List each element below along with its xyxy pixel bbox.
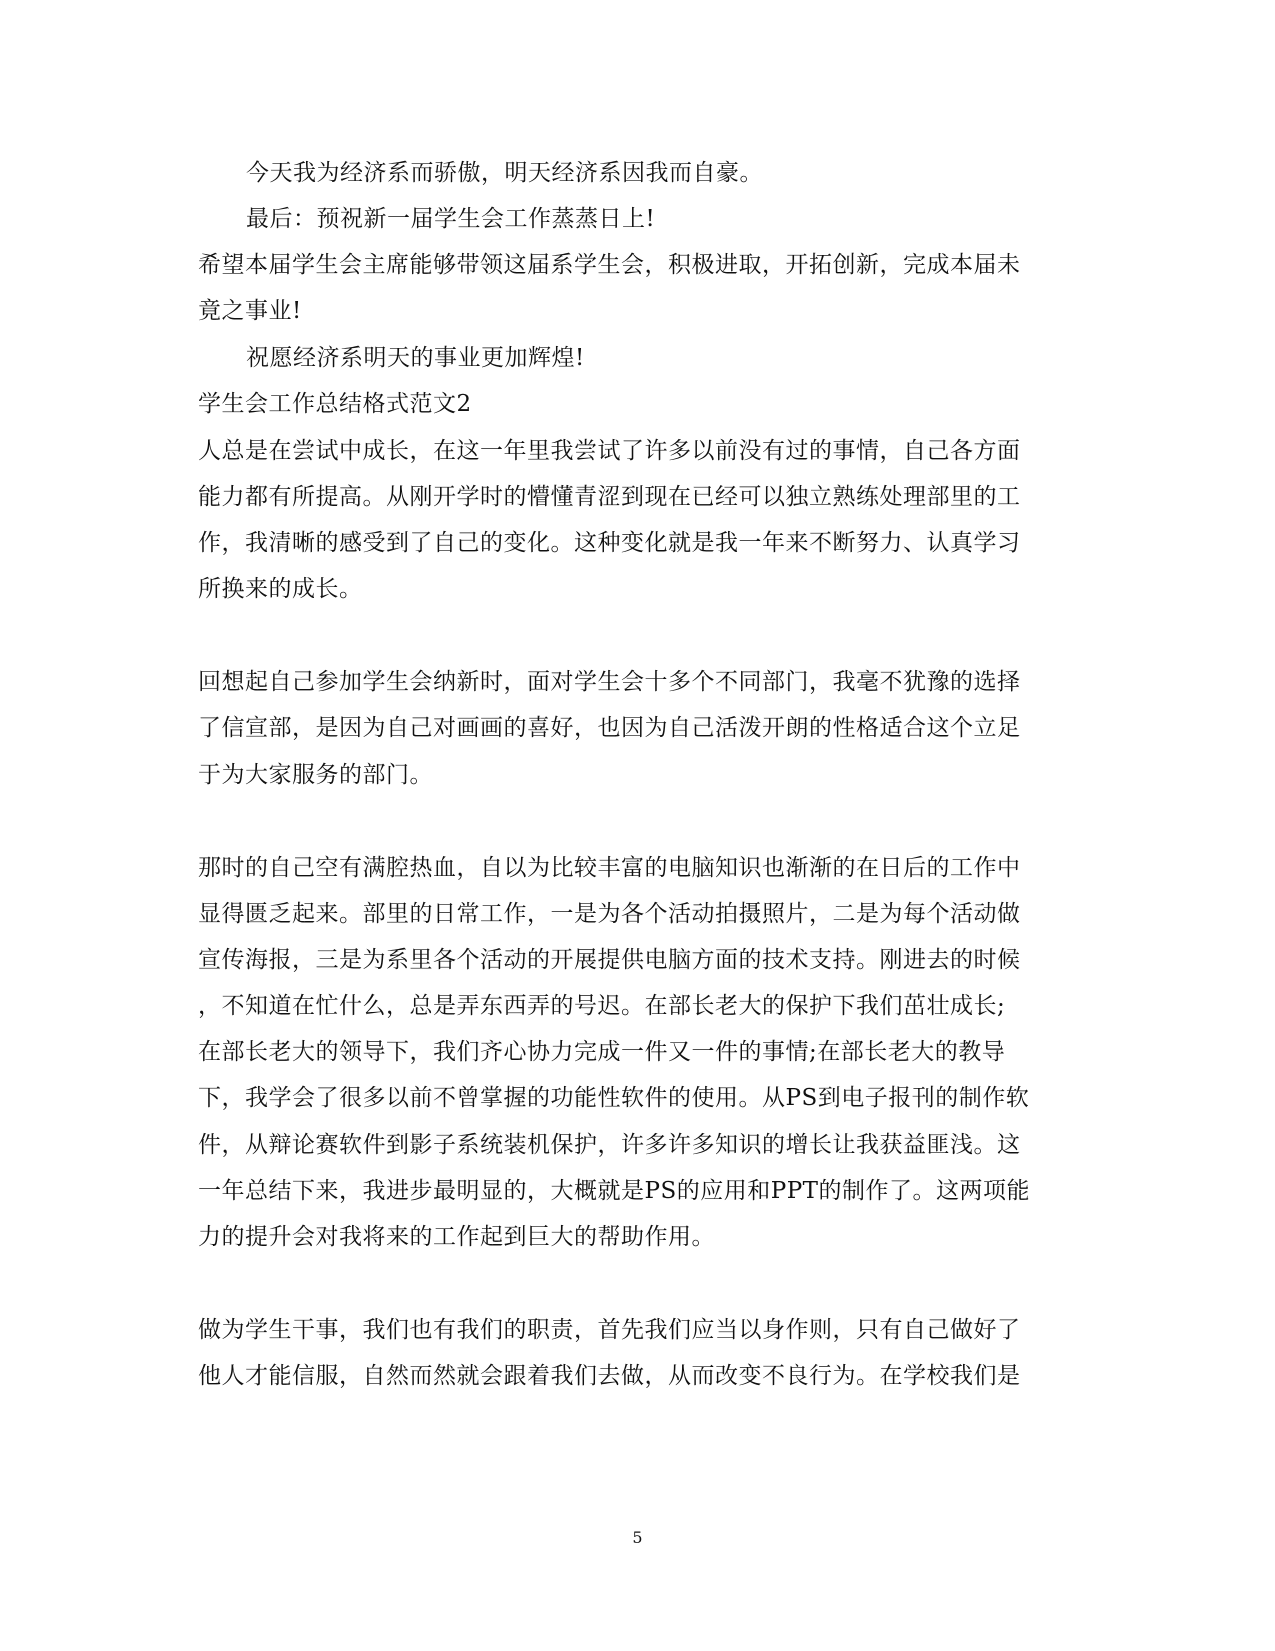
text-line: 祝愿经济系明天的事业更加辉煌!	[246, 345, 585, 371]
text-line: 做为学生干事，我们也有我们的职责，首先我们应当以身作则，只有自己做好了	[198, 1317, 1021, 1343]
text-line: 最后：预祝新一届学生会工作蒸蒸日上!	[246, 206, 656, 232]
text-line: 竟之事业!	[198, 298, 302, 324]
text-line: 于为大家服务的部门。	[198, 762, 433, 788]
text-line: 了信宣部，是因为自己对画画的喜好，也因为自己活泼开朗的性格适合这个立足	[198, 715, 1021, 741]
text-line: 人总是在尝试中成长，在这一年里我尝试了许多以前没有过的事情，自己各方面	[198, 438, 1021, 464]
text-line: 他人才能信服，自然而然就会跟着我们去做，从而改变不良行为。在学校我们是	[198, 1363, 1021, 1389]
text-line: 作，我清晰的感受到了自己的变化。这种变化就是我一年来不断努力、认真学习	[198, 530, 1021, 556]
page-number: 5	[632, 1528, 643, 1547]
text-line: 那时的自己空有满腔热血，自以为比较丰富的电脑知识也渐渐的在日后的工作中	[198, 855, 1021, 881]
text-line: 下，我学会了很多以前不曾掌握的功能性软件的使用。从PS到电子报刊的制作软	[198, 1085, 1030, 1111]
text-line: 今天我为经济系而骄傲，明天经济系因我而自豪。	[246, 160, 763, 186]
text-line: 能力都有所提高。从刚开学时的懵懂青涩到现在已经可以独立熟练处理部里的工	[198, 484, 1021, 510]
text-line: 件，从辩论赛软件到影子系统装机保护，许多许多知识的增长让我获益匪浅。这	[198, 1132, 1021, 1158]
text-line: ，不知道在忙什么，总是弄东西弄的号迟。在部长老大的保护下我们茁壮成长;	[198, 993, 1006, 1019]
text-line: 所换来的成长。	[198, 576, 363, 602]
text-line: 一年总结下来，我进步最明显的，大概就是PS的应用和PPT的制作了。这两项能	[198, 1178, 1031, 1204]
text-line: 显得匮乏起来。部里的日常工作，一是为各个活动拍摄照片，二是为每个活动做	[198, 901, 1021, 927]
text-line: 在部长老大的领导下，我们齐心协力完成一件又一件的事情;在部长老大的教导	[198, 1039, 1006, 1065]
text-line: 力的提升会对我将来的工作起到巨大的帮助作用。	[198, 1224, 715, 1250]
text-line: 宣传海报，三是为系里各个活动的开展提供电脑方面的技术支持。刚进去的时候	[198, 947, 1021, 973]
text-line: 希望本届学生会主席能够带领这届系学生会，积极进取，开拓创新，完成本届未	[198, 252, 1021, 278]
text-line: 回想起自己参加学生会纳新时，面对学生会十多个不同部门，我毫不犹豫的选择	[198, 669, 1021, 695]
section-heading: 学生会工作总结格式范文2	[198, 391, 472, 417]
